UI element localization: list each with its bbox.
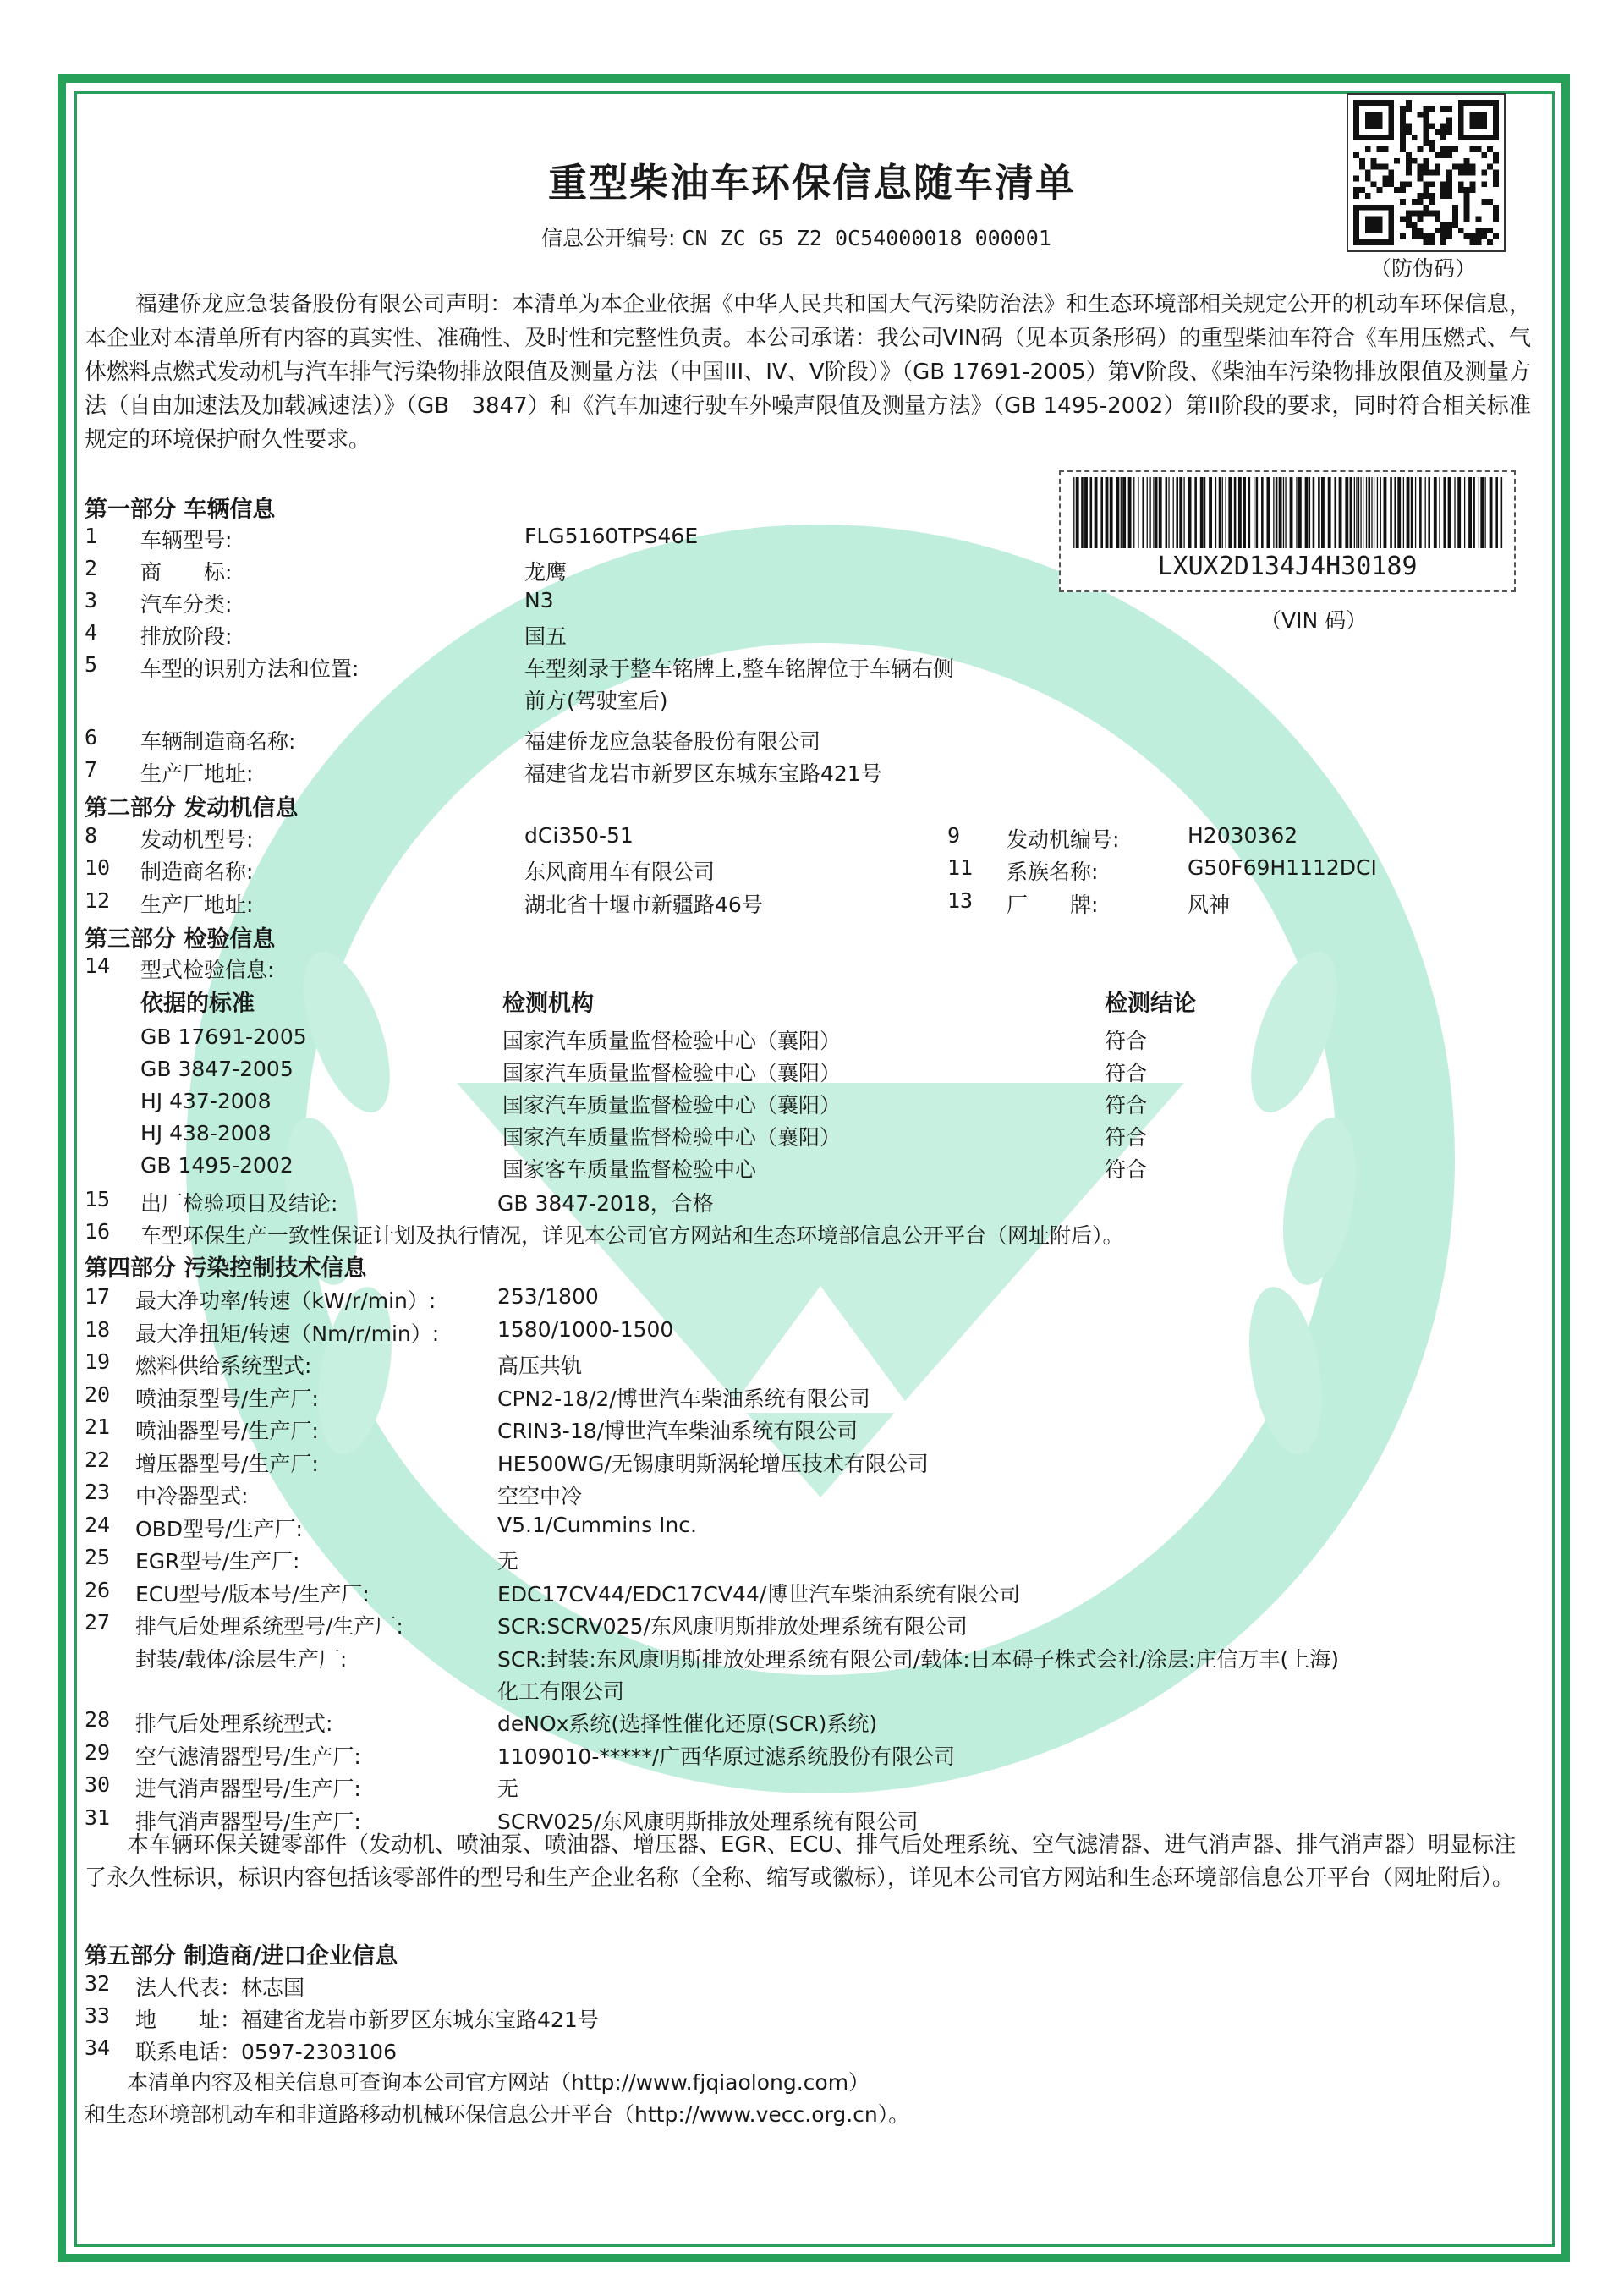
tech-field-label: 喷油泵型号/生产厂: [135, 1386, 319, 1411]
tech-field-value: 高压共轨 [497, 1354, 583, 1378]
row-number: 13 [947, 888, 974, 913]
row-number: 20 [85, 1381, 111, 1407]
engine-field-label: 制造商名称: [140, 860, 254, 884]
factory-inspection-value: GB 3847-2018，合格 [497, 1191, 714, 1216]
row-number: 7 [85, 757, 98, 782]
qr-caption: （防伪码） [1370, 256, 1477, 281]
row-number: 27 [85, 1610, 111, 1634]
tech-field-label: 排气后处理系统型号/生产厂: [135, 1614, 403, 1639]
tech-field-label: 排气消声器型号/生产厂: [135, 1809, 361, 1834]
vin-number: LXUX2D134J4H30189 [1157, 552, 1418, 581]
row-number: 5 [85, 652, 98, 677]
vehicle-field-label: 汽车分类: [140, 592, 233, 617]
tech-field-value: 无 [497, 1777, 519, 1801]
test-agency: 国家汽车质量监督检验中心（襄阳） [502, 1029, 842, 1053]
engine-field-label: 发动机型号: [140, 827, 254, 852]
engine-field-value: H2030362 [1188, 823, 1298, 848]
row-number: 11 [947, 855, 974, 880]
tech-field-value: SCR:SCRV025/东风康明斯排放处理系统有限公司 [497, 1614, 968, 1639]
row-number: 28 [85, 1707, 111, 1732]
row-number: 30 [85, 1772, 111, 1797]
tech-field-label: 最大净功率/转速（kW/r/min）: [135, 1288, 436, 1313]
test-agency: 国家汽车质量监督检验中心（襄阳） [502, 1061, 842, 1085]
row-number: 6 [85, 725, 98, 750]
col-result-header: 检测结论 [1105, 991, 1196, 1017]
tech-field-label: OBD型号/生产厂: [135, 1516, 303, 1541]
vehicle-field-value: 福建省龙岩市新罗区东城东宝路421号 [524, 761, 882, 786]
vehicle-field-value: FLG5160TPS46E [524, 524, 699, 548]
section-engine-info-heading: 第二部分 发动机信息 [85, 795, 299, 821]
vehicle-field-label: 车型的识别方法和位置: [140, 656, 359, 681]
tech-field-label: 排气后处理系统型式: [135, 1711, 333, 1736]
section-manufacturer-heading: 第五部分 制造商/进口企业信息 [85, 1943, 398, 1969]
row-number: 22 [85, 1447, 111, 1472]
footer-line-1: 本清单内容及相关信息可查询本公司官方网站（http://www.fjqiaolong.com） [127, 2070, 870, 2095]
vehicle-field-value: 车型刻录于整车铭牌上,整车铭牌位于车辆右侧 [524, 656, 954, 681]
engine-field-value: G50F69H1112DCI [1188, 855, 1377, 880]
row-number: 8 [85, 823, 98, 848]
section-inspection-info-heading: 第三部分 检验信息 [85, 926, 276, 953]
row-number: 12 [85, 888, 111, 913]
tech-field-value: deNOx系统(选择性催化还原(SCR)系统) [497, 1711, 878, 1736]
tech-field-value: V5.1/Cummins Inc. [497, 1512, 697, 1537]
test-result: 符合 [1105, 1029, 1148, 1053]
row-number: 25 [85, 1545, 111, 1569]
tech-field-label: 进气消声器型号/生产厂: [135, 1777, 361, 1801]
vehicle-field-value: 国五 [524, 624, 568, 649]
row-number: 3 [85, 588, 98, 612]
vin-barcode [1059, 470, 1516, 592]
test-result: 符合 [1105, 1125, 1148, 1150]
row-number: 14 [85, 953, 111, 978]
test-standard: HJ 438-2008 [140, 1121, 272, 1145]
row-number: 21 [85, 1414, 111, 1439]
row-number: 2 [85, 556, 98, 580]
vehicle-field-label: 车辆制造商名称: [140, 729, 296, 754]
engine-field-label: 系族名称: [1007, 860, 1099, 884]
section-pollution-control-heading: 第四部分 污染控制技术信息 [85, 1255, 367, 1282]
tech-field-label: 空气滤清器型号/生产厂: [135, 1744, 361, 1769]
tech-field-label: 喷油器型号/生产厂: [135, 1419, 319, 1443]
test-agency: 国家汽车质量监督检验中心（襄阳） [502, 1125, 842, 1150]
manufacturer-field: 法人代表：林志国 [135, 1975, 305, 2000]
test-standard: HJ 437-2008 [140, 1089, 272, 1113]
row-number: 9 [947, 823, 961, 848]
anti-counterfeit-qr-code [1347, 93, 1506, 252]
page-title: 重型柴油车环保信息随车清单 [548, 160, 1076, 206]
key-parts-note: 本车辆环保关键零部件（发动机、喷油泵、喷油器、增压器、EGR、ECU、排气后处理系统、空气滤清器、进气消声器、排气消声器）明显标注了永久性标识，标识内容包括该零部件的型号和生产企业名称（全称、缩写或徽标），详见本公司官方网站和生态环境部信息公开平台（网址附后）。 [85, 1832, 1517, 1891]
tech-field-value: 253/1800 [497, 1284, 599, 1309]
vehicle-field-label: 排放阶段: [140, 624, 233, 649]
tech-field-value: 空空中冷 [497, 1484, 583, 1508]
row-number: 18 [85, 1316, 111, 1342]
public-info-number-label: 信息公开编号: [541, 226, 676, 250]
row-number: 34 [85, 2035, 111, 2060]
row-number: 32 [85, 1971, 111, 1996]
test-standard: GB 17691-2005 [140, 1024, 307, 1049]
test-agency: 国家客车质量监督检验中心 [502, 1157, 757, 1182]
row-number: 29 [85, 1739, 111, 1765]
tech-field-value: 1109010-*****/广西华原过滤系统股份有限公司 [497, 1744, 956, 1769]
public-info-number-value: CN ZC G5 Z2 0C54000018 000001 [682, 226, 1051, 250]
type-inspection-label: 型式检验信息: [140, 958, 275, 982]
engine-field-value: 风神 [1188, 893, 1231, 917]
vehicle-field-label: 商 标: [140, 560, 233, 585]
tech-field-value: HE500WG/无锡康明斯涡轮增压技术有限公司 [497, 1451, 929, 1476]
tech-field-value-cont: 化工有限公司 [497, 1678, 625, 1704]
engine-field-value: 东风商用车有限公司 [524, 860, 716, 884]
row-number: 16 [85, 1219, 111, 1244]
tech-field-label: 中冷器型式: [135, 1484, 249, 1508]
test-result: 符合 [1105, 1157, 1148, 1182]
col-agency-header: 检测机构 [502, 991, 594, 1017]
row-number: 31 [85, 1804, 111, 1830]
factory-inspection-label: 出厂检验项目及结论: [140, 1191, 338, 1216]
test-agency: 国家汽车质量监督检验中心（襄阳） [502, 1093, 842, 1118]
tech-field-value: 1580/1000-1500 [497, 1316, 674, 1342]
tech-field-value: CRIN3-18/博世汽车柴油系统有限公司 [497, 1419, 859, 1443]
tech-field-label: EGR型号/生产厂: [135, 1549, 300, 1574]
tech-field-label: ECU型号/版本号/生产厂: [135, 1581, 370, 1607]
declaration-paragraph: 福建侨龙应急装备股份有限公司声明：本清单为本企业依据《中华人民共和国大气污染防治法》和生态环境部相关规定公开的机动车环保信息，本企业对本清单所有内容的真实性、准确性、及时性和完整性负责。本公司承诺：我公司VIN码（见本页条形码）的重型柴油车符合《车用压燃式、气体燃料点燃式发动机与汽车排气污染物排放限值及测量方法（中国III、IV、V阶段）》（GB 17691-2005）第V阶段、《柴油车污染物排放限值及测量方法（自由加速法及加载减速法）》（GB 3847）和《汽车加速行驶车外噪声限值及测量方法》（GB 1495-2002）第II阶段的要求，同时符合相关标准规定的环境保护耐久性要求。 [85, 292, 1531, 453]
tech-field-value: CPN2-18/2/博世汽车柴油系统有限公司 [497, 1386, 870, 1411]
row-number: 33 [85, 2003, 111, 2028]
row-number: 17 [85, 1284, 111, 1309]
vehicle-field-label: 生产厂地址: [140, 761, 254, 786]
manufacturer-field: 联系电话：0597-2303106 [135, 2040, 397, 2064]
vin-caption: （VIN 码） [1260, 608, 1368, 633]
public-info-number [541, 222, 1051, 252]
tech-field-label: 增压器型号/生产厂: [135, 1451, 319, 1476]
tech-field-value: SCR:封装:东风康明斯排放处理系统有限公司/载体:日本碍子株式会社/涂层:庄信万丰(上海) [497, 1646, 1339, 1672]
section-vehicle-info-heading: 第一部分 车辆信息 [85, 497, 276, 523]
vehicle-field-value: N3 [524, 588, 554, 612]
vehicle-field-value-cont: 前方(驾驶室后) [524, 689, 668, 713]
row-number: 15 [85, 1187, 111, 1211]
row-number: 10 [85, 855, 111, 880]
row-number: 24 [85, 1512, 111, 1537]
tech-field-label: 最大净扭矩/转速（Nm/r/min）: [135, 1321, 440, 1346]
vehicle-field-value: 福建侨龙应急装备股份有限公司 [524, 729, 821, 754]
row-number: 4 [85, 620, 98, 645]
engine-field-value: dCi350-51 [524, 823, 634, 848]
conformity-plan-text: 车型环保生产一致性保证计划及执行情况，详见本公司官方网站和生态环境部信息公开平台（网址附后）。 [140, 1223, 1124, 1248]
row-number: 19 [85, 1349, 111, 1374]
test-result: 符合 [1105, 1093, 1148, 1118]
engine-field-label: 发动机编号: [1007, 827, 1120, 852]
engine-field-label: 生产厂地址: [140, 893, 254, 917]
tech-field-label: 燃料供给系统型式: [135, 1354, 312, 1378]
vehicle-field-label: 车辆型号: [140, 528, 233, 552]
manufacturer-field: 地 址：福建省龙岩市新罗区东城东宝路421号 [135, 2008, 599, 2032]
vehicle-field-value: 龙鹰 [524, 560, 568, 585]
footer-line-2: 和生态环境部机动车和非道路移动机械环保信息公开平台（http://www.vecc.org.cn）。 [85, 2102, 910, 2127]
row-number: 1 [85, 524, 98, 548]
tech-field-label: 封装/载体/涂层生产厂: [135, 1646, 348, 1672]
col-standard-header: 依据的标准 [140, 991, 255, 1017]
test-standard: GB 1495-2002 [140, 1153, 294, 1178]
engine-field-label: 厂 牌: [1007, 893, 1099, 917]
tech-field-value: SCRV025/东风康明斯排放处理系统有限公司 [497, 1809, 919, 1834]
test-result: 符合 [1105, 1061, 1148, 1085]
test-standard: GB 3847-2005 [140, 1057, 294, 1081]
tech-field-value: EDC17CV44/EDC17CV44/博世汽车柴油系统有限公司 [497, 1581, 1021, 1607]
row-number: 23 [85, 1480, 111, 1504]
engine-field-value: 湖北省十堰市新疆路46号 [524, 893, 763, 917]
row-number: 26 [85, 1577, 111, 1602]
tech-field-value: 无 [497, 1549, 519, 1574]
